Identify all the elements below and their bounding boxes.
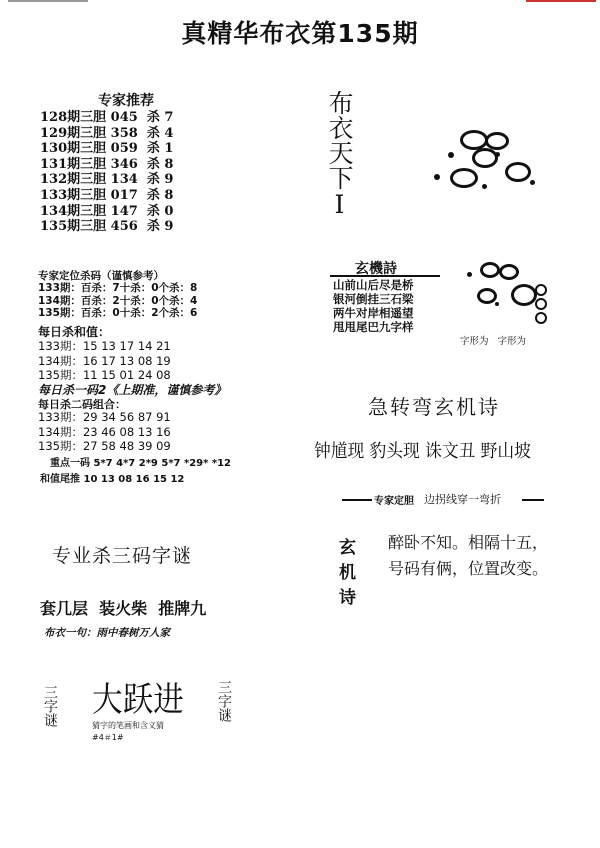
position-kill-title: 专家定位杀码（谨慎参考） [38, 270, 164, 282]
buyi-title: 布衣天下I [325, 90, 354, 219]
riddle-line: 套几层 装火柴 推牌九 [40, 599, 207, 618]
expert-row: 128期三胆 045 杀 7 [40, 110, 174, 125]
two-combo-row: 133期：29 34 56 87 91 [38, 410, 171, 424]
side-label-right: 三字谜 [216, 680, 232, 722]
expert-row: 130期三胆 059 杀 1 [40, 141, 174, 157]
riddle-code: #4＃1# [92, 733, 124, 742]
expert-row: 132期三胆 134 杀 9 [40, 172, 174, 188]
riddle-note: 猜字的笔画和含义猜 [92, 721, 164, 730]
expert-title: 专家推荐 [98, 93, 154, 109]
two-combo-title: 每日杀二码组合： [38, 398, 126, 411]
expert-row: 135期三胆 456 杀 9 [40, 219, 174, 235]
sum-kill-title: 每日杀和值： [38, 325, 111, 339]
expert-row: 131期三胆 346 杀 8 [40, 156, 174, 172]
sum-kill-list [38, 339, 171, 383]
expert-row: 134期三胆 147 杀 0 [40, 203, 174, 219]
xuanji-rule [330, 275, 440, 277]
expert-row: 129期三胆 358 杀 4 [40, 125, 174, 141]
coins-small-illustration [465, 262, 555, 322]
two-combo-list [38, 410, 171, 454]
xuanji-line-row: 银河倒挂三石梁 [333, 292, 414, 306]
expert-locate-sub: 边拐线穿一弯折 [424, 493, 501, 506]
expert-row: 133期三胆 017 杀 8 [40, 187, 174, 203]
xuanji-line-row: 山前山后尽是桥 [333, 278, 414, 292]
riddle-title: 专业杀三码字谜 [52, 545, 193, 567]
xuanji-line-row: 甩甩尾巴九字样 [333, 320, 414, 334]
expert-locate-rule-right [522, 499, 544, 501]
sum-kill-row: 133期：15 13 17 14 21 [38, 339, 171, 353]
position-kill-row: 133期：百杀：7十杀：0个杀：8 [38, 282, 198, 294]
focus-kill: 重点一码 5*7 4*7 2*9 5*7 *29* *12 [50, 458, 231, 469]
xuanji-lines [333, 278, 414, 334]
big-word: 大跃进 [92, 680, 184, 720]
two-combo-row: 135期：27 58 48 39 09 [38, 439, 171, 453]
xuanji-poem-side: 玄机诗 [335, 538, 355, 613]
side-label-left: 三字谜 [42, 685, 58, 727]
xuanji-caption: 字形为 字形为 [460, 336, 527, 347]
two-combo-row: 134期：23 46 08 13 16 [38, 424, 171, 439]
daily-one-title: 每日杀一码2《上期准，谨慎参考》 [38, 383, 227, 397]
sum-kill-row: 134期：16 17 13 08 19 [38, 353, 171, 368]
expert-locate-header: 专家定胆 [374, 496, 414, 507]
buyi-line: 布衣一句：雨中春树万人家 [44, 627, 170, 639]
xuanji-line-row: 两牛对岸相遥望 [333, 306, 414, 320]
position-kill-row: 134期：百杀：2十杀：0个杀：4 [38, 294, 198, 307]
position-kill-list [38, 282, 197, 320]
position-kill-row: 135期：百杀：0十杀：2个杀：6 [38, 307, 198, 319]
top-edge [0, 0, 600, 6]
sum-tail: 和值尾推 10 13 08 16 15 12 [40, 474, 185, 485]
xuanji-title: 玄機詩 [355, 261, 397, 277]
xuanji-poem-line1: 醉卧不知。相隔十五， [388, 533, 549, 552]
sum-kill-row: 135期：11 15 01 24 08 [38, 368, 171, 382]
jizhuan-title: 急转弯玄机诗 [368, 395, 500, 419]
page-title: 真精华布衣第135期 [181, 19, 419, 48]
xuanji-poem-line2: 号码有俩，位置改变。 [388, 559, 549, 578]
coins-illustration [420, 120, 560, 200]
expert-list [40, 110, 173, 235]
jizhuan-line: 钟馗现 豹头现 诛文丑 野山坡 [314, 441, 531, 462]
expert-locate-rule-left [342, 499, 372, 501]
